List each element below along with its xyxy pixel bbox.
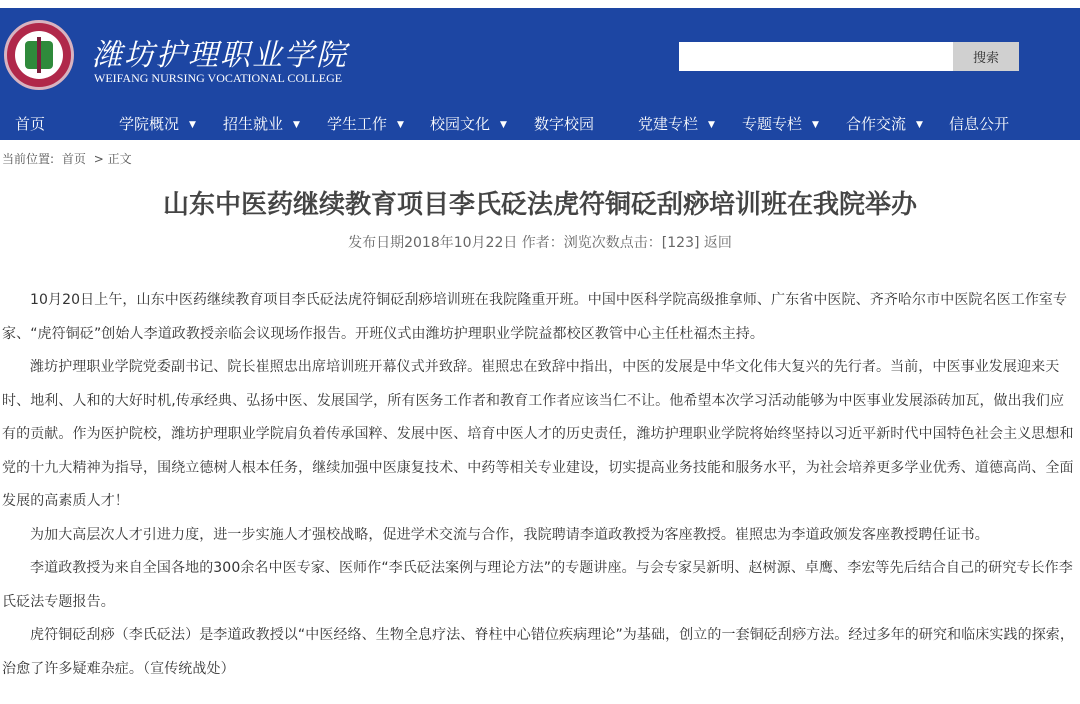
school-name-cn[interactable]: 潍坊护理职业学院	[92, 38, 348, 73]
article-paragraph: 为加大高层次人才引进力度，进一步实施人才强校战略，促进学术交流与合作，我院聘请李道政教授为客座教授。崔照忠为李道政颁发客座教授聘任证书。	[30, 526, 989, 543]
logo-inner	[15, 31, 63, 79]
nav-label: 党建专栏	[638, 115, 699, 133]
nav-item-culture[interactable]	[430, 104, 507, 144]
nav-label: 学生工作	[327, 115, 388, 133]
nav-item-topics[interactable]	[742, 104, 819, 144]
nav-label: 信息公开	[949, 115, 1010, 133]
caret-down-icon: ▼	[293, 119, 300, 130]
caret-down-icon: ▼	[397, 119, 404, 130]
caret-down-icon: ▼	[708, 119, 715, 130]
article-body	[0, 284, 1078, 686]
nav-label: 招生就业	[223, 115, 284, 133]
site-header	[0, 8, 1080, 140]
nav-item-disclosure[interactable]	[949, 104, 1009, 144]
nav-item-cooperation[interactable]	[846, 104, 923, 144]
search-input[interactable]	[679, 42, 953, 71]
main-nav	[0, 104, 1080, 144]
search-button[interactable]: 搜索	[953, 42, 1019, 71]
article-paragraph: 潍坊护理职业学院党委副书记、院长崔照忠出席培训班开幕仪式并致辞。崔照忠在致辞中指出，中医的发展是中华文化伟大复兴的先行者。当前，中医事业发展迎来天时、地利、人和的大好时机,传承经典、弘扬中医、发展国学，所有医务工作者和教育工作者应该当仁不让。他希望本次学习活动能够为中医事业发展添砖加瓦，做出我们应有的贡献。作为医护院校，潍坊护理职业学院肩负着传承国粹、发展中医、培育中医人才的历史责任，潍坊护理职业学院将始终坚持以习近平新时代中国特色社会主义思想和党的十九大精神为指导，围绕立德树人根本任务，继续加强中医康复技术、中药等相关专业建设，切实提高业务技能和服务水平，为社会培养更多学业优秀、道德高尚、全面发展的高素质人才！	[2, 359, 1074, 509]
nav-label: 首页	[15, 115, 46, 133]
caret-down-icon: ▼	[500, 119, 507, 130]
top-strip	[0, 0, 1080, 8]
nav-item-home[interactable]	[15, 104, 45, 144]
nav-item-admissions[interactable]	[223, 104, 300, 144]
logo-staff-icon	[37, 37, 41, 73]
school-name-en: WEIFANG NURSING VOCATIONAL COLLEGE	[94, 71, 343, 85]
caret-down-icon: ▼	[916, 119, 923, 130]
nav-label: 合作交流	[846, 115, 907, 133]
nav-label: 校园文化	[430, 115, 491, 133]
article-title: 山东中医药继续教育项目李氏砭法虎符铜砭刮痧培训班在我院举办	[162, 190, 917, 220]
breadcrumb-prefix: 当前位置:	[2, 152, 55, 166]
nav-label: 学院概况	[119, 115, 180, 133]
nav-item-digital-campus[interactable]	[534, 104, 594, 144]
nav-label: 专题专栏	[742, 115, 803, 133]
breadcrumb	[2, 150, 136, 167]
nav-item-students[interactable]	[327, 104, 404, 144]
article-paragraph: 10月20日上午，山东中医药继续教育项目李氏砭法虎符铜砭刮痧培训班在我院隆重开班。中国中医科学院高级推拿师、广东省中医院、齐齐哈尔市中医院名医工作室专家、“虎符铜砭”创始人李道政教授亲临会议现场作报告。开班仪式由潍坊护理职业学院益都校区教管中心主任杜福杰主持。	[2, 292, 1068, 342]
college-logo[interactable]	[4, 20, 74, 90]
breadcrumb-current: > 正文	[93, 152, 132, 166]
nav-label: 数字校园	[534, 115, 595, 133]
breadcrumb-home-link[interactable]: 首页	[61, 152, 86, 166]
nav-item-about[interactable]	[119, 104, 196, 144]
article-meta: 发布日期2018年10月22日 作者：浏览次数点击：[123] 返回	[348, 235, 732, 251]
nav-item-party[interactable]	[638, 104, 715, 144]
caret-down-icon: ▼	[189, 119, 196, 130]
caret-down-icon: ▼	[812, 119, 819, 130]
article-paragraph: 李道政教授为来自全国各地的300余名中医专家、医师作“李氏砭法案例与理论方法”的专题讲座。与会专家吴新明、赵树源、卓鹰、李宏等先后结合自己的研究专长作李氏砭法专题报告。	[2, 560, 1073, 610]
article-paragraph: 虎符铜砭刮痧（李氏砭法）是李道政教授以“中医经络、生物全息疗法、脊柱中心错位疾病理论”为基础，创立的一套铜砭刮痧方法。经过多年的研究和临床实践的探索，治愈了许多疑难杂症。（宣传统战处）	[2, 627, 1075, 677]
